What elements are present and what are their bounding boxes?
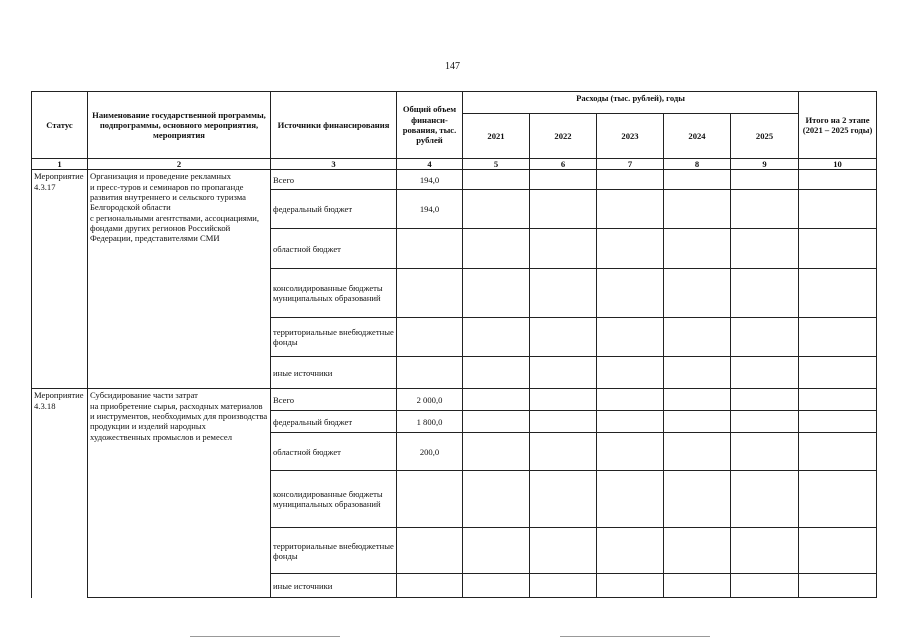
stage-total-cell — [799, 357, 877, 389]
header-stage-total: Итого на 2 этапе (2021 – 2025 годы) — [799, 92, 877, 159]
year-value-cell — [731, 357, 799, 389]
year-value-cell — [731, 318, 799, 357]
funding-total — [397, 574, 463, 598]
column-number: 4 — [397, 159, 463, 170]
year-value-cell — [597, 229, 664, 269]
stage-total-cell — [799, 170, 877, 190]
header-year-2023: 2023 — [597, 114, 664, 159]
table-row — [32, 389, 877, 411]
header-expenses: Расходы (тыс. рублей), годы — [463, 92, 799, 114]
year-value-cell — [664, 357, 731, 389]
year-value-cell — [597, 471, 664, 528]
year-value-cell — [597, 528, 664, 574]
funding-source: Всего — [271, 389, 397, 411]
funding-source: федеральный бюджет — [271, 411, 397, 433]
funding-source: иные источники — [271, 574, 397, 598]
funding-total: 2 000,0 — [397, 389, 463, 411]
funding-total: 194,0 — [397, 170, 463, 190]
year-value-cell — [664, 433, 731, 471]
year-value-cell — [664, 574, 731, 598]
year-value-cell — [731, 229, 799, 269]
activity-status: Мероприятие 4.3.17 — [32, 170, 88, 389]
header-year-2024: 2024 — [664, 114, 731, 159]
funding-source: консолидированные бюджеты муниципальных образований — [271, 471, 397, 528]
year-value-cell — [463, 411, 530, 433]
stage-total-cell — [799, 471, 877, 528]
column-number: 8 — [664, 159, 731, 170]
footer-line — [560, 636, 710, 637]
year-value-cell — [597, 318, 664, 357]
funding-source: федеральный бюджет — [271, 190, 397, 229]
year-value-cell — [463, 574, 530, 598]
year-value-cell — [664, 170, 731, 190]
column-number: 7 — [597, 159, 664, 170]
header-year-2022: 2022 — [530, 114, 597, 159]
activity-name: Организация и проведение рекламных и пресс-туров и семинаров по пропаганде развития внутреннего и сельского туризма Белгородской области с региональными агентствами, ассоциациями, фондами других регионов Российской Федерации, представителями СМИ — [88, 170, 271, 389]
header-sources: Источники финансирования — [271, 92, 397, 159]
year-value-cell — [731, 190, 799, 229]
year-value-cell — [530, 190, 597, 229]
stage-total-cell — [799, 574, 877, 598]
year-value-cell — [597, 574, 664, 598]
table-body — [32, 170, 877, 598]
stage-total-cell — [799, 190, 877, 229]
column-number: 5 — [463, 159, 530, 170]
year-value-cell — [530, 471, 597, 528]
header-status: Статус — [32, 92, 88, 159]
stage-total-cell — [799, 433, 877, 471]
year-value-cell — [530, 411, 597, 433]
year-value-cell — [530, 433, 597, 471]
year-value-cell — [731, 411, 799, 433]
year-value-cell — [731, 574, 799, 598]
page-number: 147 — [445, 61, 460, 72]
year-value-cell — [664, 528, 731, 574]
year-value-cell — [731, 471, 799, 528]
year-value-cell — [463, 318, 530, 357]
year-value-cell — [731, 433, 799, 471]
year-value-cell — [463, 433, 530, 471]
column-number: 9 — [731, 159, 799, 170]
year-value-cell — [597, 433, 664, 471]
year-value-cell — [597, 170, 664, 190]
year-value-cell — [597, 269, 664, 318]
funding-total: 194,0 — [397, 190, 463, 229]
stage-total-cell — [799, 411, 877, 433]
column-number: 3 — [271, 159, 397, 170]
year-value-cell — [530, 389, 597, 411]
year-value-cell — [463, 471, 530, 528]
year-value-cell — [664, 190, 731, 229]
year-value-cell — [597, 357, 664, 389]
funding-source: территориальные внебюджетные фонды — [271, 528, 397, 574]
year-value-cell — [463, 528, 530, 574]
header-total: Общий объем финанси-рования, тыс. рублей — [397, 92, 463, 159]
footer-line — [190, 636, 340, 637]
year-value-cell — [530, 269, 597, 318]
stage-total-cell — [799, 318, 877, 357]
year-value-cell — [463, 170, 530, 190]
year-value-cell — [664, 229, 731, 269]
header-name: Наименование государственной программы, подпрограммы, основного мероприятия, мероприятия — [88, 92, 271, 159]
year-value-cell — [463, 389, 530, 411]
funding-total — [397, 357, 463, 389]
year-value-cell — [463, 229, 530, 269]
year-value-cell — [731, 389, 799, 411]
year-value-cell — [463, 190, 530, 229]
funding-source: консолидированные бюджеты муниципальных образований — [271, 269, 397, 318]
header-year-2021: 2021 — [463, 114, 530, 159]
year-value-cell — [597, 389, 664, 411]
year-value-cell — [530, 318, 597, 357]
funding-source: территориальные внебюджетные фонды — [271, 318, 397, 357]
stage-total-cell — [799, 269, 877, 318]
funding-total — [397, 318, 463, 357]
budget-table — [31, 91, 877, 598]
year-value-cell — [597, 190, 664, 229]
year-value-cell — [530, 229, 597, 269]
stage-total-cell — [799, 229, 877, 269]
funding-source: Всего — [271, 170, 397, 190]
stage-total-cell — [799, 528, 877, 574]
year-value-cell — [530, 170, 597, 190]
year-value-cell — [530, 574, 597, 598]
column-number: 6 — [530, 159, 597, 170]
year-value-cell — [664, 411, 731, 433]
year-value-cell — [530, 357, 597, 389]
funding-total: 200,0 — [397, 433, 463, 471]
funding-source: областной бюджет — [271, 433, 397, 471]
year-value-cell — [597, 411, 664, 433]
year-value-cell — [463, 357, 530, 389]
stage-total-cell — [799, 389, 877, 411]
year-value-cell — [731, 528, 799, 574]
activity-status: Мероприятие 4.3.18 — [32, 389, 88, 598]
funding-total — [397, 471, 463, 528]
year-value-cell — [664, 318, 731, 357]
year-value-cell — [664, 471, 731, 528]
activity-name: Субсидирование части затрат на приобретение сырья, расходных материалов и инструментов, необходимых для производства продукции и изделий народных художественных промыслов и ремесел — [88, 389, 271, 598]
funding-total — [397, 269, 463, 318]
year-value-cell — [664, 269, 731, 318]
year-value-cell — [463, 269, 530, 318]
column-number: 1 — [32, 159, 88, 170]
column-number: 2 — [88, 159, 271, 170]
funding-total — [397, 528, 463, 574]
year-value-cell — [731, 269, 799, 318]
funding-total: 1 800,0 — [397, 411, 463, 433]
funding-source: иные источники — [271, 357, 397, 389]
funding-source: областной бюджет — [271, 229, 397, 269]
year-value-cell — [664, 389, 731, 411]
funding-total — [397, 229, 463, 269]
column-number: 10 — [799, 159, 877, 170]
header-year-2025: 2025 — [731, 114, 799, 159]
year-value-cell — [731, 170, 799, 190]
year-value-cell — [530, 528, 597, 574]
table-row — [32, 170, 877, 190]
